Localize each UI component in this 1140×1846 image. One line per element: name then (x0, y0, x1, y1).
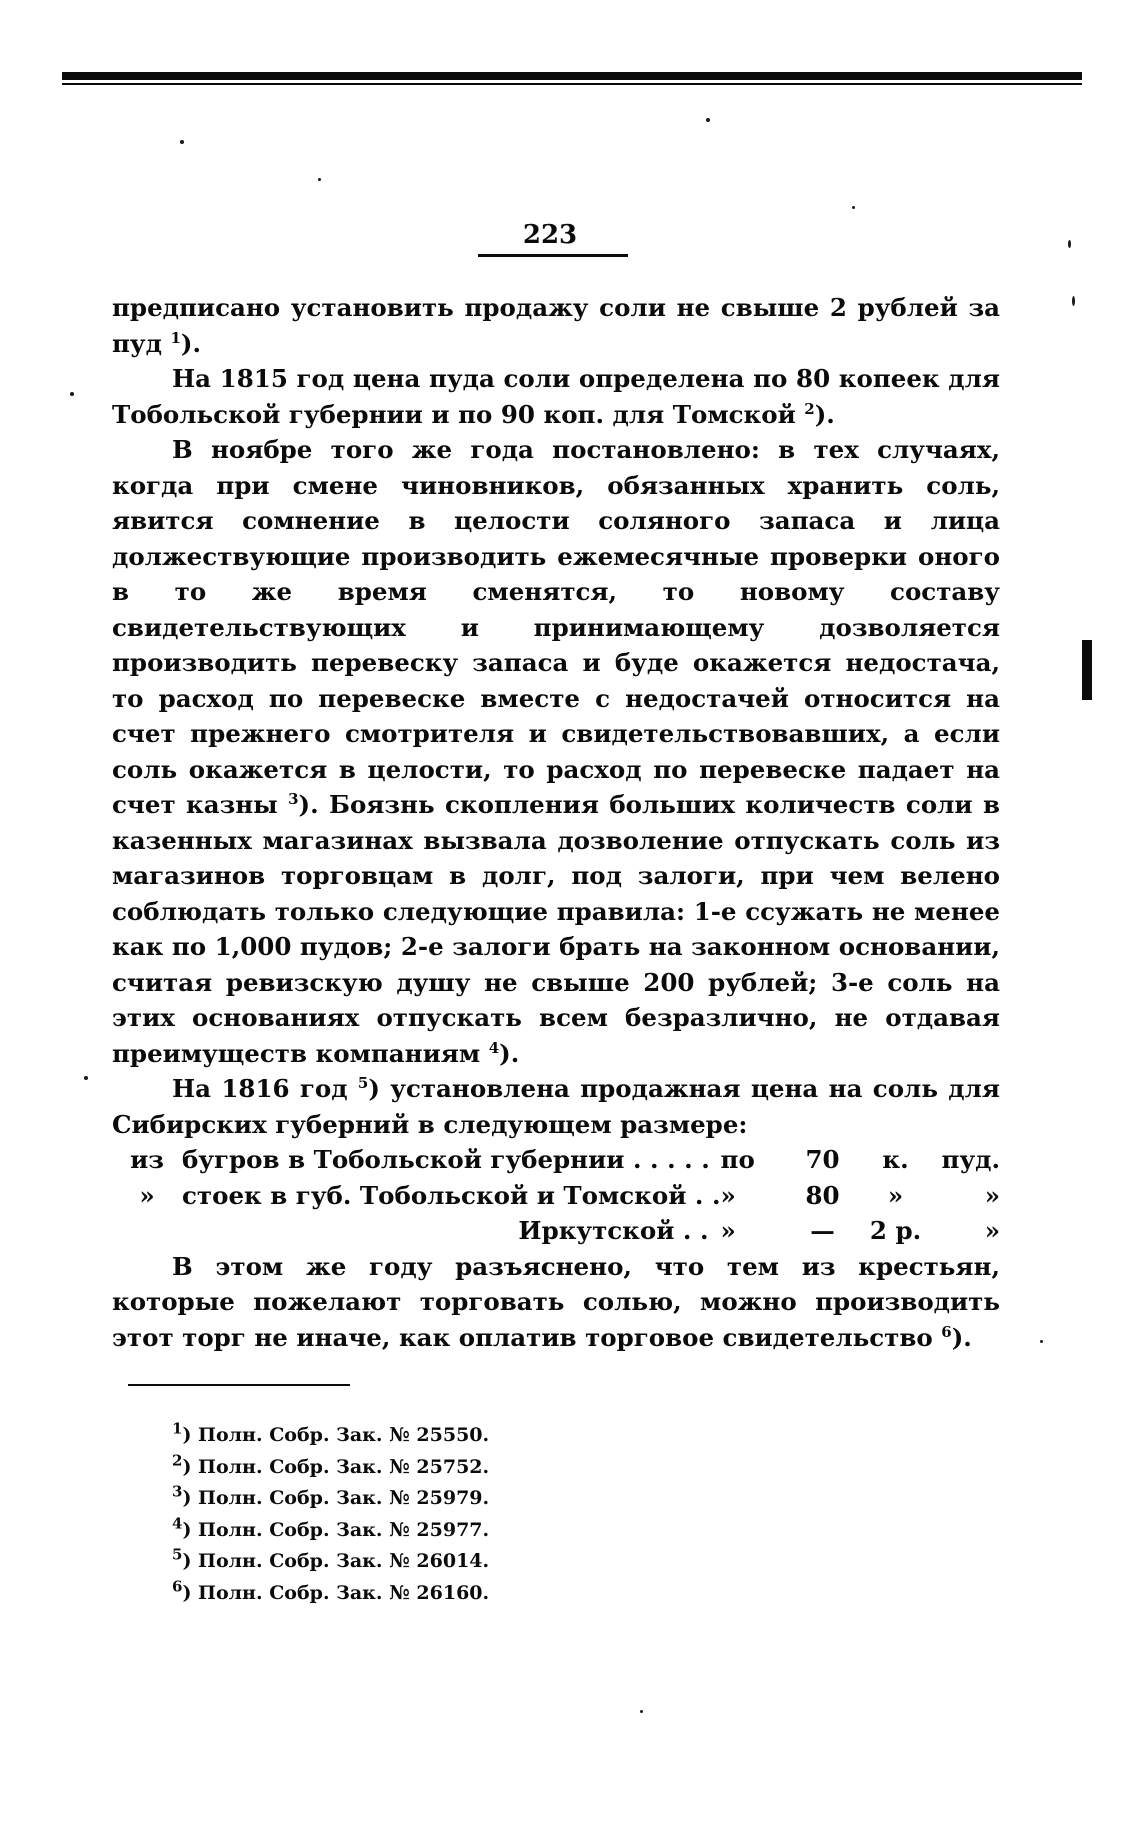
scan-speck (180, 140, 184, 144)
scan-speck (70, 392, 74, 396)
price-per: пуд. (941, 1145, 1000, 1174)
price-place: стоек в губ. Тобольской и Томской . . (182, 1180, 721, 1210)
scan-speck (640, 1710, 643, 1713)
salt-price-table (112, 1142, 1000, 1249)
binding-shadow (1082, 640, 1092, 700)
price-unit: 2 р. (869, 1216, 922, 1245)
paragraph-3: В ноябре того же года постановлено: в тех случаях, когда при смене чиновников, обязанных хранить соль, явится сомнение в целости соляного запаса и лица должествующие производить ежемесячные проверки оного в то же время сменятся, то новому составу свидетельствующих и принимающему дозволяется производить перевеску запаса и буде окажется недостача, то расход по перевеске вместе с недостачей относится на счет прежнего смотрителя и свидетельствовавших, а если соль окажется в целости, то расход по перевеске падает на счет казны $^3$). Боязнь скопления больших количеств соли в казенных магазинах вызвала дозволение отпускать соль из магазинов торговцам в долг, под залоги, при чем велено соблюдать только следующие правила: 1-е ссужать не менее как по 1,000 пудов; 2-е залоги брать на законном основании, считая ревизскую душу не свыше 200 рублей; 3-е соль на этих основаниях отпускать всем безразлично, не отдавая преимуществ компаниям $^4$). (112, 435, 1001, 1068)
footnote-list (172, 1420, 489, 1609)
price-prep: по (720, 1145, 755, 1174)
price-lead: из (130, 1145, 164, 1174)
footnote-item: $^5$) Полн. Собр. Зак. № 26014. (172, 1545, 490, 1572)
price-place: бугров в Тобольской губернии . . . . . (182, 1145, 710, 1174)
footnote-ref[interactable]: 6 (941, 1322, 952, 1341)
footnote-ref[interactable]: 5 (357, 1073, 369, 1092)
top-border-rule-thin (62, 83, 1082, 85)
footnote-separator (128, 1384, 350, 1386)
price-prep: » (720, 1180, 736, 1210)
scan-speck (706, 118, 710, 122)
price-amount: — (810, 1216, 835, 1245)
footnote-item: $^1$) Полн. Собр. Зак. № 25550. (172, 1419, 490, 1446)
footnote-item: $^6$) Полн. Собр. Зак. № 26160. (172, 1577, 490, 1604)
scan-speck (1040, 1340, 1043, 1343)
price-row (112, 1178, 1000, 1214)
page-number: 223 (522, 220, 578, 250)
price-amount: 80 (805, 1180, 840, 1210)
price-unit: к. (882, 1145, 909, 1174)
scan-speck (1068, 240, 1071, 248)
price-row (112, 1142, 1000, 1178)
paragraph-closing: В этом же году разъяснено, что тем из крестьян, которые пожелают торговать солью, можно производить этот торг не иначе, как оплатив торговое свидетельство $^6$). (112, 1251, 1000, 1352)
scan-speck (1072, 296, 1075, 306)
page-number-rule (478, 254, 628, 257)
price-prep: » (720, 1216, 736, 1245)
footnote-ref[interactable]: 4 (488, 1038, 500, 1057)
scan-speck (318, 178, 321, 181)
footnote-item: $^3$) Полн. Собр. Зак. № 25979. (172, 1482, 490, 1509)
footnote-ref[interactable]: 2 (804, 399, 815, 418)
paragraph-4: На 1816 год $^5$) установлена продажная цена на соль для Сибирских губерний в следующем размере: (112, 1073, 1000, 1139)
price-row (112, 1213, 1000, 1249)
scan-speck (852, 206, 855, 209)
price-per: » (984, 1180, 1000, 1210)
footnote-ref[interactable]: 1 (170, 328, 181, 347)
price-lead: » (139, 1180, 155, 1210)
footnote-item: $^2$) Полн. Собр. Зак. № 25752. (172, 1451, 490, 1478)
price-lead (112, 1213, 182, 1249)
footnote-ref[interactable]: 3 (288, 789, 299, 808)
price-per: » (984, 1216, 1000, 1245)
paragraph-1: предписано установить продажу соли не свыше 2 рублей за пуд $^1$). (112, 293, 1000, 358)
price-amount: 70 (805, 1145, 840, 1174)
price-unit: » (887, 1180, 904, 1210)
paragraph-2: На 1815 год цена пуда соли определена по 80 копеек для Тобольской губернии и по 90 коп. для Томской $^2$). (112, 364, 1000, 429)
body-text (112, 290, 1000, 1355)
price-place: Иркутской . . (518, 1216, 709, 1245)
footnote-item: $^4$) Полн. Собр. Зак. № 25977. (172, 1514, 490, 1541)
scan-speck (84, 1076, 88, 1080)
top-border-rule (62, 72, 1082, 80)
